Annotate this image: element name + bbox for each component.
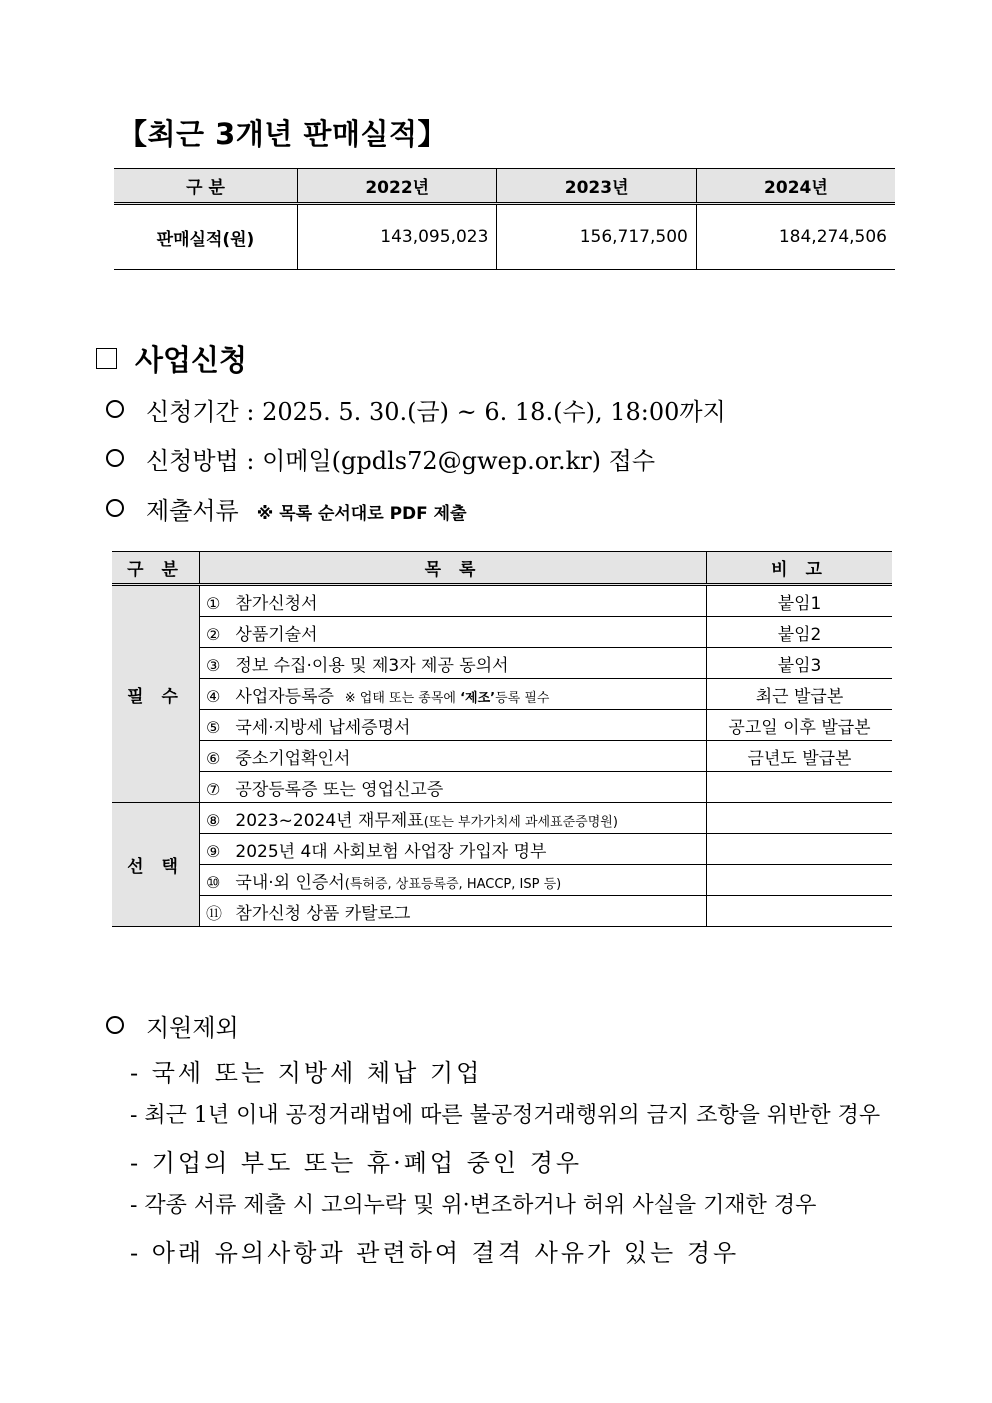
- table-row: [112, 741, 892, 772]
- sales-2024-value: 184,274,506: [696, 204, 895, 270]
- doc-item: ⑥ 중소기업확인서: [200, 741, 707, 772]
- sales-table-header: [114, 169, 895, 204]
- application-period-text: 신청기간 : 2025. 5. 30.(금) ~ 6. 18.(수), 18:00까지: [146, 398, 726, 426]
- header-category: 구 분: [114, 169, 298, 204]
- table-row: [112, 585, 892, 617]
- doc-item: ⑩ 국내·외 인증서(특허증, 상표등록증, HACCP, ISP 등): [200, 865, 707, 896]
- doc-remark: 붙임1: [707, 585, 893, 617]
- required-group-label: 필 수: [112, 585, 200, 803]
- table-row: [112, 772, 892, 803]
- table-row: [112, 834, 892, 865]
- doc-item: ② 상품기술서: [200, 617, 707, 648]
- application-method: [106, 441, 655, 476]
- exclusion-item: - 아래 유의사항과 관련하여 결격 사유가 있는 경우: [130, 1239, 740, 1267]
- doc-remark: 최근 발급본: [707, 679, 893, 710]
- doc-note-tail: 등록 필수: [495, 690, 550, 706]
- exclusion-item: - 기업의 부도 또는 휴·폐업 중인 경우: [130, 1149, 583, 1177]
- doc-remark: 붙임2: [707, 617, 893, 648]
- doc-item: ④ 사업자등록증 ※ 업태 또는 종목에 ‘제조’등록 필수: [200, 679, 707, 710]
- table-row: [112, 710, 892, 741]
- exclusion-title: 지원제외: [146, 1014, 239, 1042]
- circle-bullet-icon: [106, 1016, 124, 1034]
- application-docs-label: 제출서류: [146, 497, 239, 525]
- application-docs-note: ※ 목록 순서대로 PDF 제출: [256, 504, 467, 524]
- table-row: [112, 617, 892, 648]
- doc-remark: 금년도 발급본: [707, 741, 893, 772]
- docs-header-remark: 비 고: [707, 552, 893, 585]
- doc-note: ※ 업태 또는 종목에: [344, 690, 461, 706]
- doc-item: ⑧ 2023~2024년 재무제표(또는 부가가치세 과세표준증명원): [200, 803, 707, 834]
- sales-row-label: 판매실적(원): [114, 204, 298, 270]
- table-row: [112, 865, 892, 896]
- exclusion-item: - 최근 1년 이내 공정거래법에 따른 불공정거래행위의 금지 조항을 위반한 경우: [130, 1103, 881, 1128]
- doc-item: ⑦ 공장등록증 또는 영업신고증: [200, 772, 707, 803]
- doc-remark: 붙임3: [707, 648, 893, 679]
- table-row: [112, 896, 892, 927]
- doc-note-emphasis: ‘제조’: [460, 690, 496, 706]
- doc-remark: [707, 803, 893, 834]
- sales-table: [114, 168, 895, 270]
- circle-bullet-icon: [106, 449, 124, 467]
- docs-header-category: 구 분: [112, 552, 200, 585]
- sales-section-title: 【최근 3개년 판매실적】: [118, 117, 447, 151]
- application-period: [106, 392, 726, 427]
- header-2022: 2022년: [298, 169, 497, 204]
- doc-remark: [707, 865, 893, 896]
- optional-group-label: 선 택: [112, 803, 200, 927]
- header-2024: 2024년: [696, 169, 895, 204]
- doc-remark: 공고일 이후 발급본: [707, 710, 893, 741]
- exclusion-heading: [106, 1008, 239, 1043]
- application-section-title: [96, 338, 247, 379]
- application-docs: [106, 491, 467, 526]
- header-2023: 2023년: [497, 169, 696, 204]
- table-row: [112, 679, 892, 710]
- doc-item: ① 참가신청서: [200, 585, 707, 617]
- doc-item: ③ 정보 수집·이용 및 제3자 제공 동의서: [200, 648, 707, 679]
- table-row: [112, 648, 892, 679]
- circle-bullet-icon: [106, 400, 124, 418]
- doc-item: ⑪ 참가신청 상품 카탈로그: [200, 896, 707, 927]
- exclusion-item: - 각종 서류 제출 시 고의누락 및 위·변조하거나 허위 사실을 기재한 경우: [130, 1193, 817, 1218]
- documents-table-header: [112, 552, 892, 585]
- sales-2023-value: 156,717,500: [497, 204, 696, 270]
- application-method-text: 신청방법 : 이메일(gpdls72@gwep.or.kr) 접수: [146, 447, 656, 475]
- circle-bullet-icon: [106, 499, 124, 517]
- exclusion-item: - 국세 또는 지방세 체납 기업: [130, 1059, 483, 1087]
- docs-header-list: 목 록: [200, 552, 707, 585]
- doc-remark: [707, 834, 893, 865]
- sales-2022-value: 143,095,023: [298, 204, 497, 270]
- table-row: [112, 803, 892, 834]
- documents-table: [112, 551, 892, 927]
- doc-item: ⑤ 국세·지방세 납세증명서: [200, 710, 707, 741]
- application-title-text: 사업신청: [135, 343, 248, 377]
- doc-remark: [707, 896, 893, 927]
- doc-remark: [707, 772, 893, 803]
- sales-row: [114, 204, 895, 270]
- doc-item: ⑨ 2025년 4대 사회보험 사업장 가입자 명부: [200, 834, 707, 865]
- square-bullet-icon: [96, 348, 117, 369]
